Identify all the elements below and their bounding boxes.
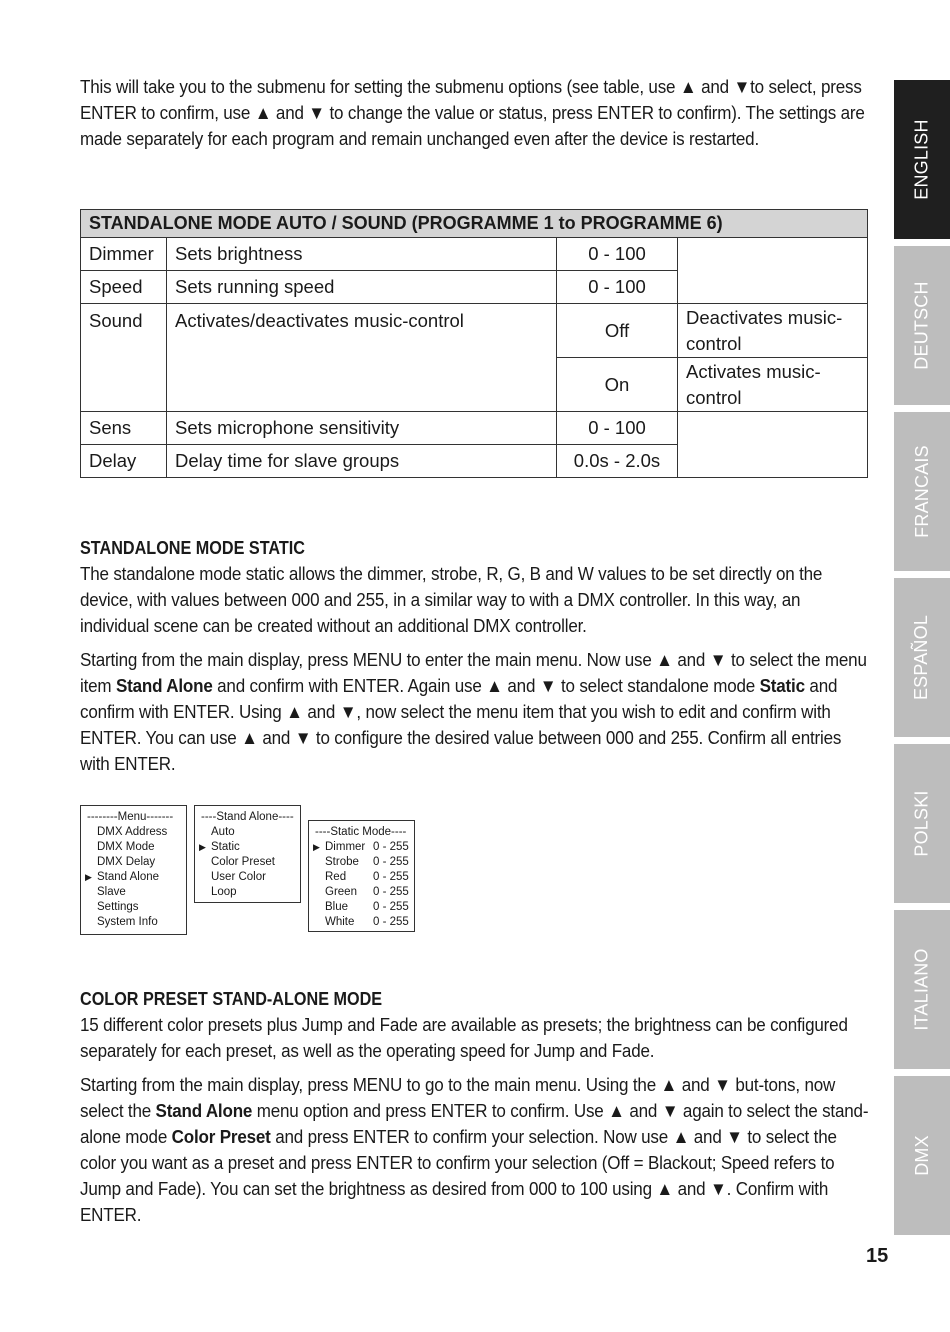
static-section (80, 535, 870, 777)
static-mode-menu-diagram (308, 820, 415, 932)
param-name: Sens (81, 412, 167, 445)
menu-item: Settings (97, 901, 139, 913)
param-note-empty (678, 238, 868, 304)
param-range: 0.0s - 2.0s (557, 445, 678, 478)
menu-item: Color Preset (211, 856, 275, 868)
menu-item-selected: ▶ Static (201, 840, 294, 855)
menu-item: Blue 0 - 255 (325, 901, 409, 913)
stand-alone-menu-diagram (194, 805, 301, 903)
preset-paragraph-1: 15 different color presets plus Jump and Fade are available as presets; the brightness can be configured separately for each preset, as well as the operating speed for Jump and Fade. (80, 1014, 848, 1061)
param-name: Dimmer (81, 238, 167, 271)
table-row (81, 304, 868, 358)
static-paragraph-1: The standalone mode static allows the dimmer, strobe, R, G, B and W values to be set directly on the device, with values between 000 and 255, in a similar way to with a DMX controller. In this way, an individual scene can be created without an additional DMX controller. (80, 563, 823, 636)
tab-english[interactable]: ENGLISH (894, 80, 950, 239)
menu-item: Auto (211, 826, 235, 838)
param-desc: Activates/deactivates music-control (167, 304, 557, 412)
menu-item-selected: ▶ Dimmer 0 - 255 (315, 840, 408, 855)
menu-item: Strobe 0 - 255 (325, 856, 409, 868)
preset-paragraph-2: Starting from the main display, press MENU to go to the main menu. Using the ▲ and ▼ but-tons, now select the Stand Alone menu option and press ENTER to confirm. Use ▲ and ▼ again to select the stand-alone mode Color Preset and press ENTER to confirm your selection. Now use ▲ and ▼ to select the color you want as a preset and press ENTER to confirm your selection (Off = Blackout; Speed refers to Jump and Fade). You can set the brightness as desired from 000 to 100 using ▲ and ▼. Confirm with ENTER. (80, 1074, 869, 1225)
param-name: Sound (81, 304, 167, 412)
param-desc: Sets running speed (167, 271, 557, 304)
menu-item: User Color (211, 871, 266, 883)
menu-item: Red 0 - 255 (325, 871, 409, 883)
param-note: Deactivates music-control (678, 304, 868, 358)
param-range: On (557, 358, 678, 412)
param-note: Activates music-control (678, 358, 868, 412)
main-menu-diagram (80, 805, 187, 935)
static-paragraph-2: Starting from the main display, press MENU to enter the main menu. Now use ▲ and ▼ to select the menu item Stand Alone and confirm with ENTER. Again use ▲ and ▼ to select standalone mode Static and confirm with ENTER. Using ▲ and ▼, now select the menu item that you wish to edit and confirm with ENTER. You can use ▲ and ▼ to configure the desired value between 000 and 255. Confirm all entries with ENTER. (80, 649, 867, 774)
preset-section (80, 986, 870, 1228)
menu-item: DMX Delay (97, 856, 156, 868)
menu-title: ----Stand Alone---- (201, 811, 294, 823)
tab-dmx[interactable]: DMX (894, 1076, 950, 1235)
menu-title: --------Menu------- (87, 811, 174, 823)
param-range: Off (557, 304, 678, 358)
param-desc: Sets brightness (167, 238, 557, 271)
menu-title: ----Static Mode---- (315, 826, 407, 838)
param-range: 0 - 100 (557, 412, 678, 445)
param-note-empty (678, 412, 868, 478)
intro-paragraph: This will take you to the submenu for setting the submenu options (see table, use ▲ and ▼to select, press ENTER to confirm, use ▲ and ▼ to change the value or status, press ENTER to confirm). The settings are made separately for each program and remain unchanged even after the device is restarted. (80, 76, 865, 149)
preset-heading: COLOR PRESET STAND-ALONE MODE (80, 989, 383, 1009)
tab-italiano[interactable]: ITALIANO (894, 910, 950, 1069)
menu-item: Slave (97, 886, 126, 898)
tab-francais[interactable]: FRANCAIS (894, 412, 950, 571)
tab-espanol[interactable]: ESPAÑOL (894, 578, 950, 737)
param-range: 0 - 100 (557, 271, 678, 304)
tab-polski[interactable]: POLSKI (894, 744, 950, 903)
param-name: Delay (81, 445, 167, 478)
menu-item: Loop (211, 886, 237, 898)
table-row (81, 412, 868, 445)
menu-item: System Info (97, 916, 158, 928)
menu-item: DMX Address (97, 826, 168, 838)
param-desc: Sets microphone sensitivity (167, 412, 557, 445)
menu-item: White 0 - 255 (325, 916, 409, 928)
menu-item-selected: ▶ Stand Alone (87, 870, 180, 885)
tab-deutsch[interactable]: DEUTSCH (894, 246, 950, 405)
table-header: STANDALONE MODE AUTO / SOUND (PROGRAMME 1 to PROGRAMME 6) (81, 210, 868, 238)
table-row (81, 238, 868, 271)
main-content (80, 74, 870, 152)
standalone-mode-table (80, 209, 868, 478)
menu-item: DMX Mode (97, 841, 155, 853)
menu-item: Green 0 - 255 (325, 886, 409, 898)
param-desc: Delay time for slave groups (167, 445, 557, 478)
param-name: Speed (81, 271, 167, 304)
static-heading: STANDALONE MODE STATIC (80, 538, 305, 558)
page-number: 15 (866, 1245, 889, 1267)
param-range: 0 - 100 (557, 238, 678, 271)
